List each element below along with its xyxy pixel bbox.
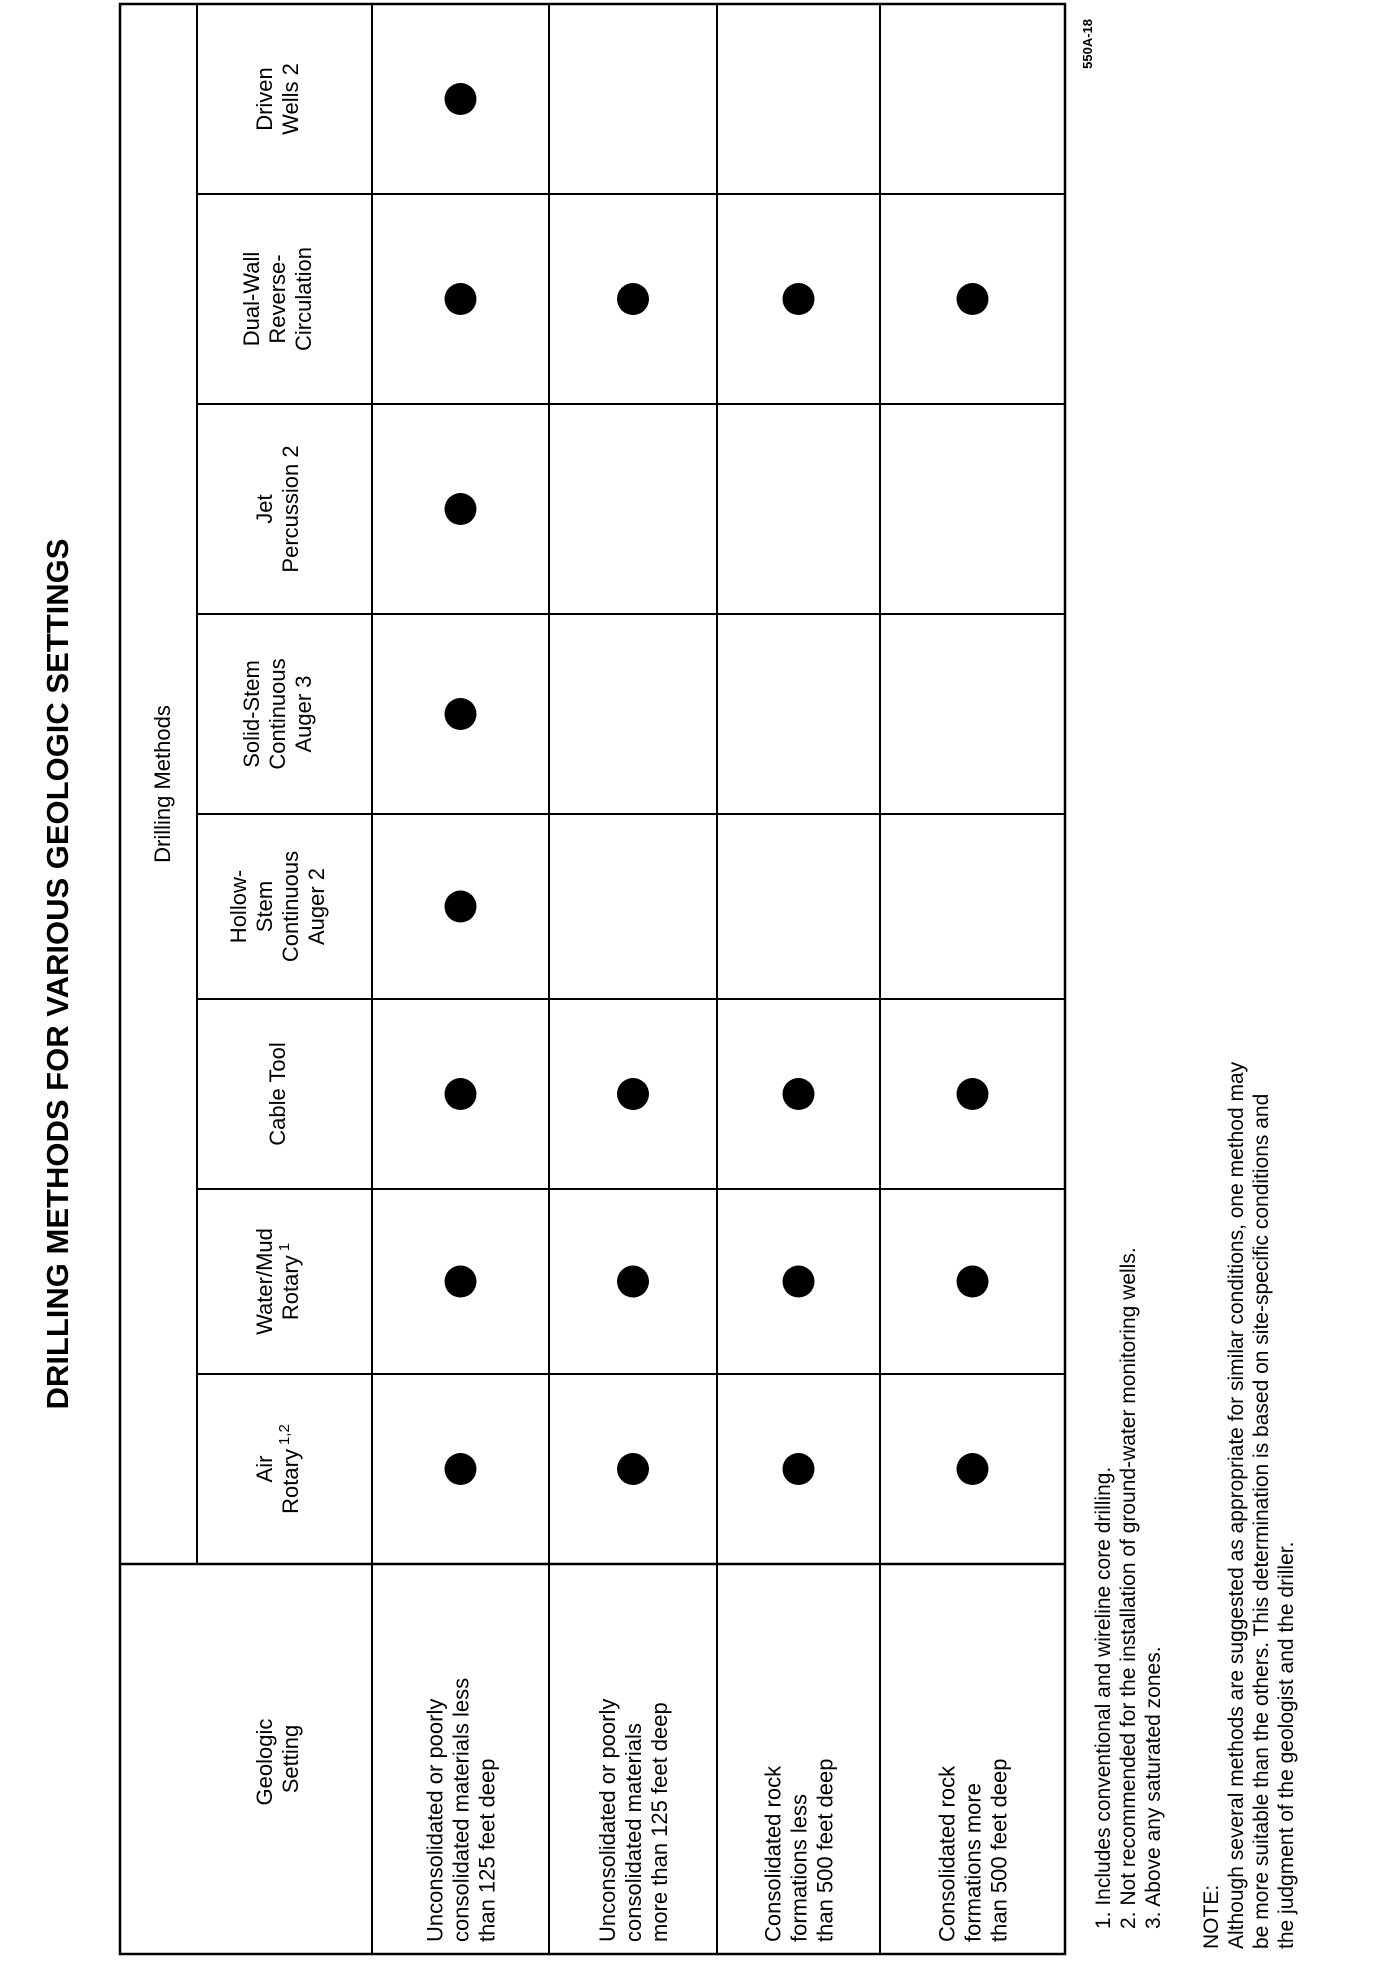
method-header-superscript: 1: [276, 1242, 293, 1252]
method-header-line: Cable Tool: [265, 1042, 290, 1146]
setting-label-line: consolidated materials: [621, 1723, 646, 1942]
setting-label-line: more than 125 feet deep: [647, 1702, 672, 1942]
method-header-line: Rotary$^{1,2}$: [276, 1424, 303, 1514]
method-header-line: Percussion 2: [278, 445, 303, 573]
note-label: NOTE:: [1200, 1884, 1223, 1949]
method-header-line: Stem: [252, 880, 277, 933]
method-header-8: [252, 63, 303, 135]
suitability-dot: [783, 1078, 815, 1110]
drilling-methods-header: Drilling Methods: [150, 705, 175, 863]
method-header-line: Auger 3: [291, 675, 316, 753]
method-header-line: Driven: [252, 67, 277, 131]
suitability-dot: [445, 1453, 477, 1485]
suitability-dot: [445, 283, 477, 315]
footnotes: [1092, 1247, 1165, 1929]
setting-label-2: [595, 1699, 672, 1942]
setting-label-line: Consolidated rock: [760, 1765, 786, 1942]
suitability-dot: [445, 698, 477, 730]
method-header-2: [252, 1228, 303, 1335]
setting-label-3: [761, 1759, 838, 1943]
suitability-dot: [445, 493, 477, 525]
note-line-2: be more suitable than the others. This determination is based on site-specific conditions and: [1250, 1093, 1273, 1949]
geologic-setting-header-line: Setting: [278, 1724, 303, 1794]
method-header-superscript: 1,2: [276, 1424, 293, 1446]
suitability-dot: [445, 1078, 477, 1110]
note: [1200, 1061, 1298, 1949]
geologic-setting-header: [252, 1713, 303, 1806]
suitability-dot: [783, 1266, 815, 1298]
suitability-dot: [445, 1266, 477, 1298]
suitability-dot: [957, 1266, 989, 1298]
method-header-line: Continuous: [278, 850, 303, 963]
method-header-line: Rotary$^1$: [276, 1242, 303, 1321]
method-header-line: Air: [252, 1455, 277, 1483]
setting-label-line: consolidated materials less: [448, 1677, 474, 1942]
setting-label-line: than 500 feet deep: [812, 1758, 838, 1942]
figure-code: 550A-18: [1080, 19, 1095, 69]
suitability-dot: [617, 1266, 649, 1298]
method-header-line: Solid-Stem: [239, 660, 264, 768]
method-header-6: [252, 445, 303, 572]
geologic-setting-header-line: Geologic: [252, 1718, 277, 1806]
rotated-page: [40, 4, 1298, 1954]
suitability-dot: [445, 83, 477, 115]
method-header-7: [239, 247, 316, 351]
suitability-dot: [783, 283, 815, 315]
suitability-dot: [617, 283, 649, 315]
setting-label-line: than 500 feet deep: [986, 1758, 1012, 1942]
suitability-dot: [957, 283, 989, 315]
setting-label-1: [423, 1678, 500, 1942]
method-header-5: [239, 658, 316, 769]
suitability-dot: [957, 1078, 989, 1110]
suitability-dot: [957, 1453, 989, 1485]
setting-label-line: Consolidated rock: [934, 1765, 960, 1942]
setting-label-4: [935, 1759, 1012, 1943]
method-header-line: Reverse-: [265, 254, 290, 344]
setting-label-line: formations less: [786, 1794, 812, 1942]
method-header-line: Circulation: [291, 247, 316, 351]
method-header-line: Water/Mud: [252, 1228, 277, 1335]
setting-label-line: than 125 feet deep: [474, 1758, 500, 1942]
method-header-line: Continuous: [265, 658, 290, 770]
method-header-line: Hollow-: [226, 869, 251, 944]
method-header-line: Auger 2: [304, 867, 329, 946]
suitability-dot: [783, 1453, 815, 1485]
method-header-line: Jet: [252, 494, 277, 524]
suitability-dot: [617, 1453, 649, 1485]
document-title: DRILLING METHODS FOR VARIOUS GEOLOGIC SETTINGS: [40, 538, 75, 1410]
footnote-2: 2. Not recommended for the installation of ground-water monitoring wells.: [1117, 1247, 1140, 1929]
footnote-3: 3. Above any saturated zones.: [1142, 1646, 1165, 1929]
setting-label-line: Unconsolidated or poorly: [595, 1698, 620, 1942]
suitability-dot: [445, 891, 477, 923]
method-headers: [226, 63, 329, 1514]
setting-label-line: Unconsolidated or poorly: [422, 1698, 448, 1942]
method-header-line: Wells 2: [278, 63, 303, 135]
setting-label-line: formations more: [960, 1783, 986, 1942]
suitability-dot: [617, 1078, 649, 1110]
method-header-3: [265, 1042, 290, 1146]
note-line-3: the judgment of the geologist and the driller.: [1275, 1541, 1298, 1949]
method-header-4: [226, 851, 329, 962]
method-header-line: Dual-Wall: [239, 251, 264, 347]
note-line-1: Although several methods are suggested as appropriate for similar conditions, one method may: [1225, 1061, 1248, 1949]
footnote-1: 1. Includes conventional and wireline core drilling.: [1092, 1466, 1115, 1929]
method-header-1: [252, 1424, 303, 1514]
